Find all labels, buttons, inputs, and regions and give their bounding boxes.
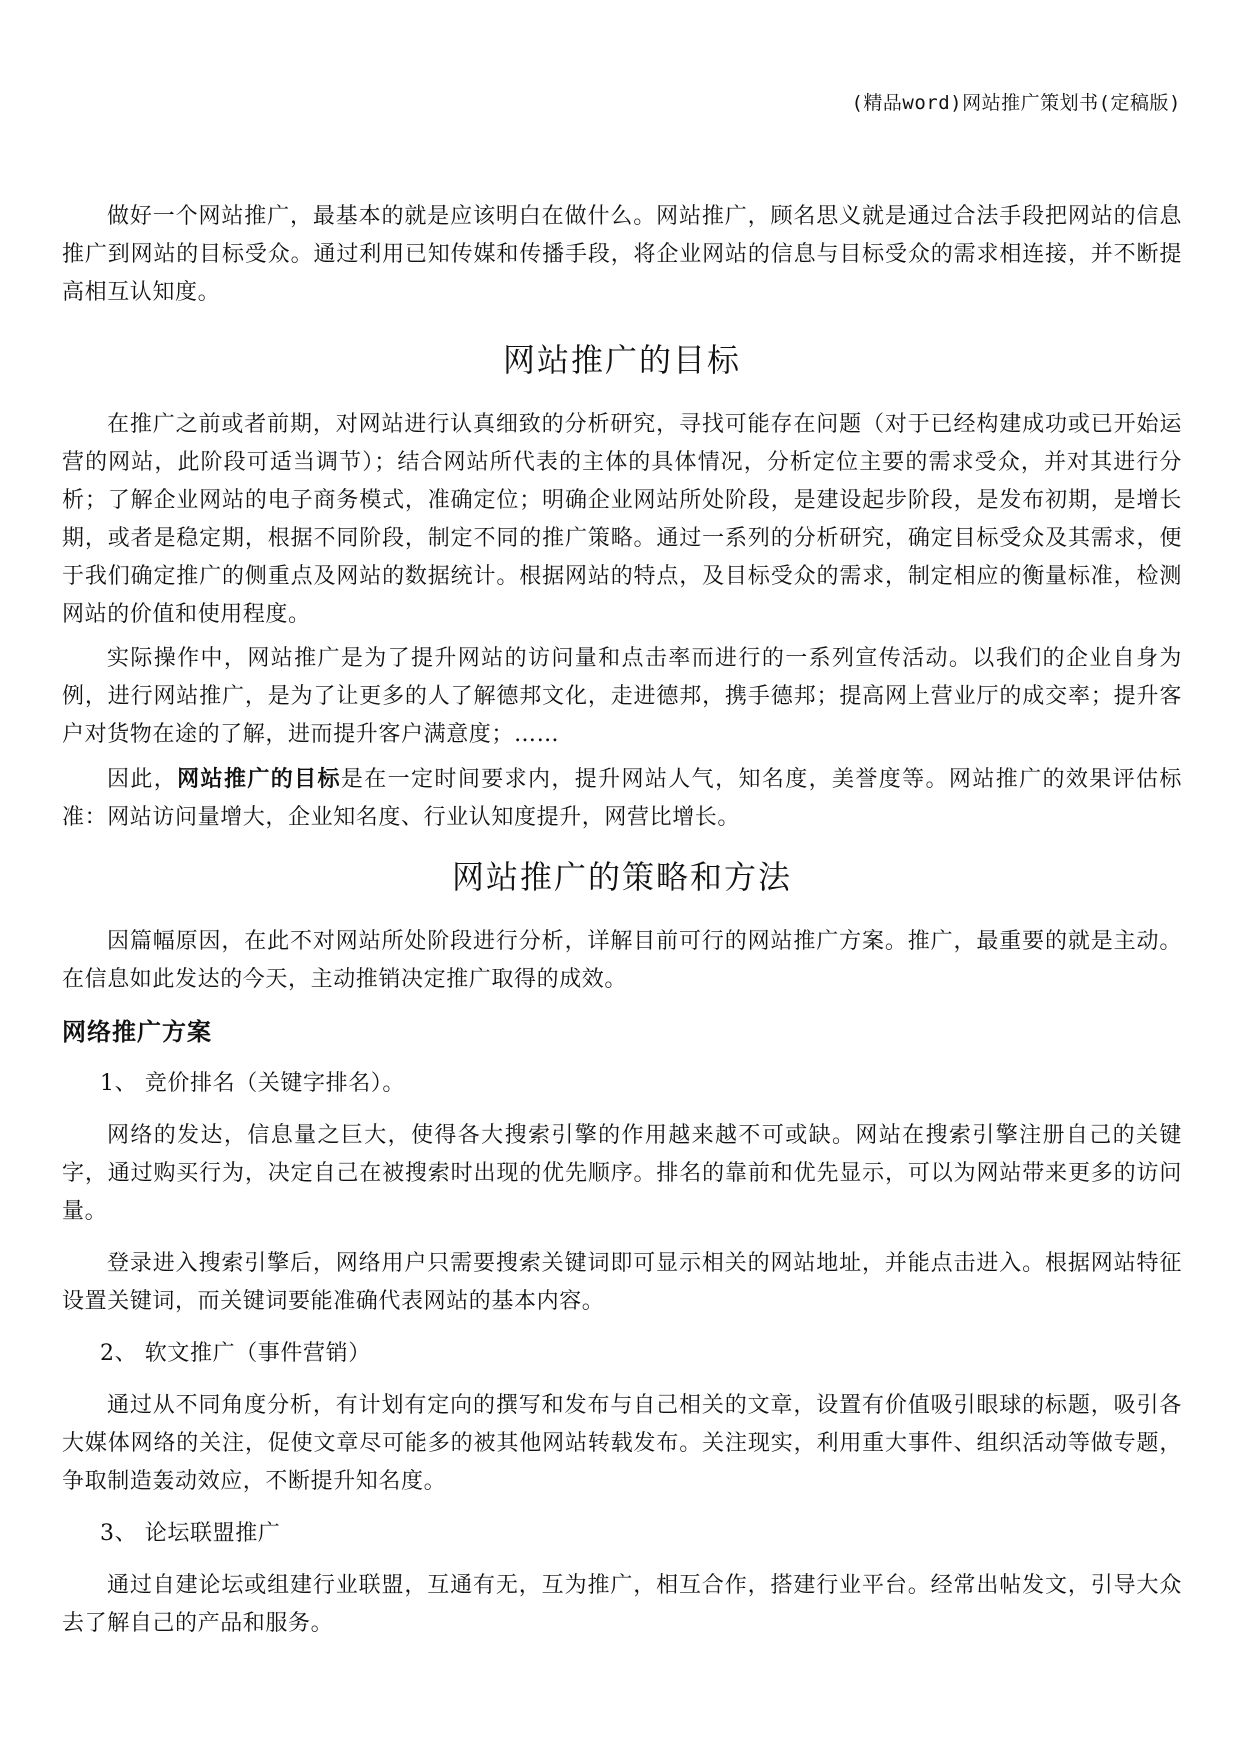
goals-lead-text: 因此， bbox=[107, 767, 178, 792]
section-heading-strategy: 网站推广的策略和方法 bbox=[451, 858, 792, 896]
item-2-paragraph-1: 通过从不同角度分析，有计划有定向的撰写和发布与自己相关的文章，设置有价值吸引眼球的标题，吸引各大媒体网络的关注，促使文章尽可能多的被其他网站转载发布。关注现实，利用重大事件、组织活动等做专题，争取制造轰动效应，不断提升知名度。 bbox=[62, 1393, 1182, 1494]
goals-bold-term: 网站推广的目标 bbox=[177, 766, 341, 792]
item-3-title: 3、 论坛联盟推广 bbox=[100, 1521, 281, 1546]
item-3-paragraph-1: 通过自建论坛或组建行业联盟，互通有无，互为推广，相互合作，搭建行业平台。经常出帖发文，引导大众去了解自己的产品和服务。 bbox=[62, 1573, 1182, 1636]
item-1-paragraph-2: 登录进入搜索引擎后，网络用户只需要搜索关键词即可显示相关的网站地址，并能点击进入。根据网站特征设置关键词，而关键词要能准确代表网站的基本内容。 bbox=[62, 1251, 1182, 1314]
document-body bbox=[62, 198, 1182, 1643]
item-1-title: 1、 竞价排名（关键字排名）。 bbox=[100, 1071, 405, 1096]
item-1-paragraph-1: 网络的发达，信息量之巨大，使得各大搜索引擎的作用越来越不可或缺。网站在搜索引擎注册自己的关键字，通过购买行为，决定自己在被搜索时出现的优先顺序。排名的靠前和优先显示，可以为网站带来更多的访问量。 bbox=[62, 1123, 1182, 1224]
goals-paragraph-1: 在推广之前或者前期，对网站进行认真细致的分析研究，寻找可能存在问题（对于已经构建成功或已开始运营的网站，此阶段可适当调节）；结合网站所代表的主体的具体情况，分析定位主要的需求受众，并对其进行分析；了解企业网站的电子商务模式，准确定位；明确企业网站所处阶段，是建设起步阶段，是发布初期，是增长期，或者是稳定期，根据不同阶段，制定不同的推广策略。通过一系列的分析研究，确定目标受众及其需求，便于我们确定推广的侧重点及网站的数据统计。根据网站的特点，及目标受众的需求，制定相应的衡量标准，检测网站的价值和使用程度。 bbox=[62, 412, 1182, 627]
item-2-title: 2、 软文推广（事件营销） bbox=[100, 1341, 371, 1366]
running-header: (精品word)网站推广策划书(定稿版) bbox=[851, 92, 1181, 114]
intro-paragraph: 做好一个网站推广，最基本的就是应该明白在做什么。网站推广，顾名思义就是通过合法手段把网站的信息推广到网站的目标受众。通过利用已知传媒和传播手段，将企业网站的信息与目标受众的需求相连接，并不断提高相互认知度。 bbox=[62, 204, 1182, 305]
subheading-network-promotion: 网络推广方案 bbox=[62, 1018, 212, 1046]
strategy-paragraph: 因篇幅原因，在此不对网站所处阶段进行分析，详解目前可行的网站推广方案。推广，最重要的就是主动。在信息如此发达的今天，主动推销决定推广取得的成效。 bbox=[62, 929, 1182, 992]
section-heading-goals: 网站推广的目标 bbox=[502, 341, 741, 379]
goals-rest-text: 是在一定时间要求内，提升网站人气，知名度，美誉度等。网站推广的效果评估标准：网站访问量增大，企业知名度、行业认知度提升，网营比增长。 bbox=[62, 767, 1183, 830]
goals-paragraph-3 bbox=[62, 760, 1182, 837]
goals-paragraph-2: 实际操作中，网站推广是为了提升网站的访问量和点击率而进行的一系列宣传活动。以我们的企业自身为例，进行网站推广，是为了让更多的人了解德邦文化，走进德邦，携手德邦；提高网上营业厅的成交率；提升客户对货物在途的了解，进而提升客户满意度；…… bbox=[62, 646, 1182, 747]
